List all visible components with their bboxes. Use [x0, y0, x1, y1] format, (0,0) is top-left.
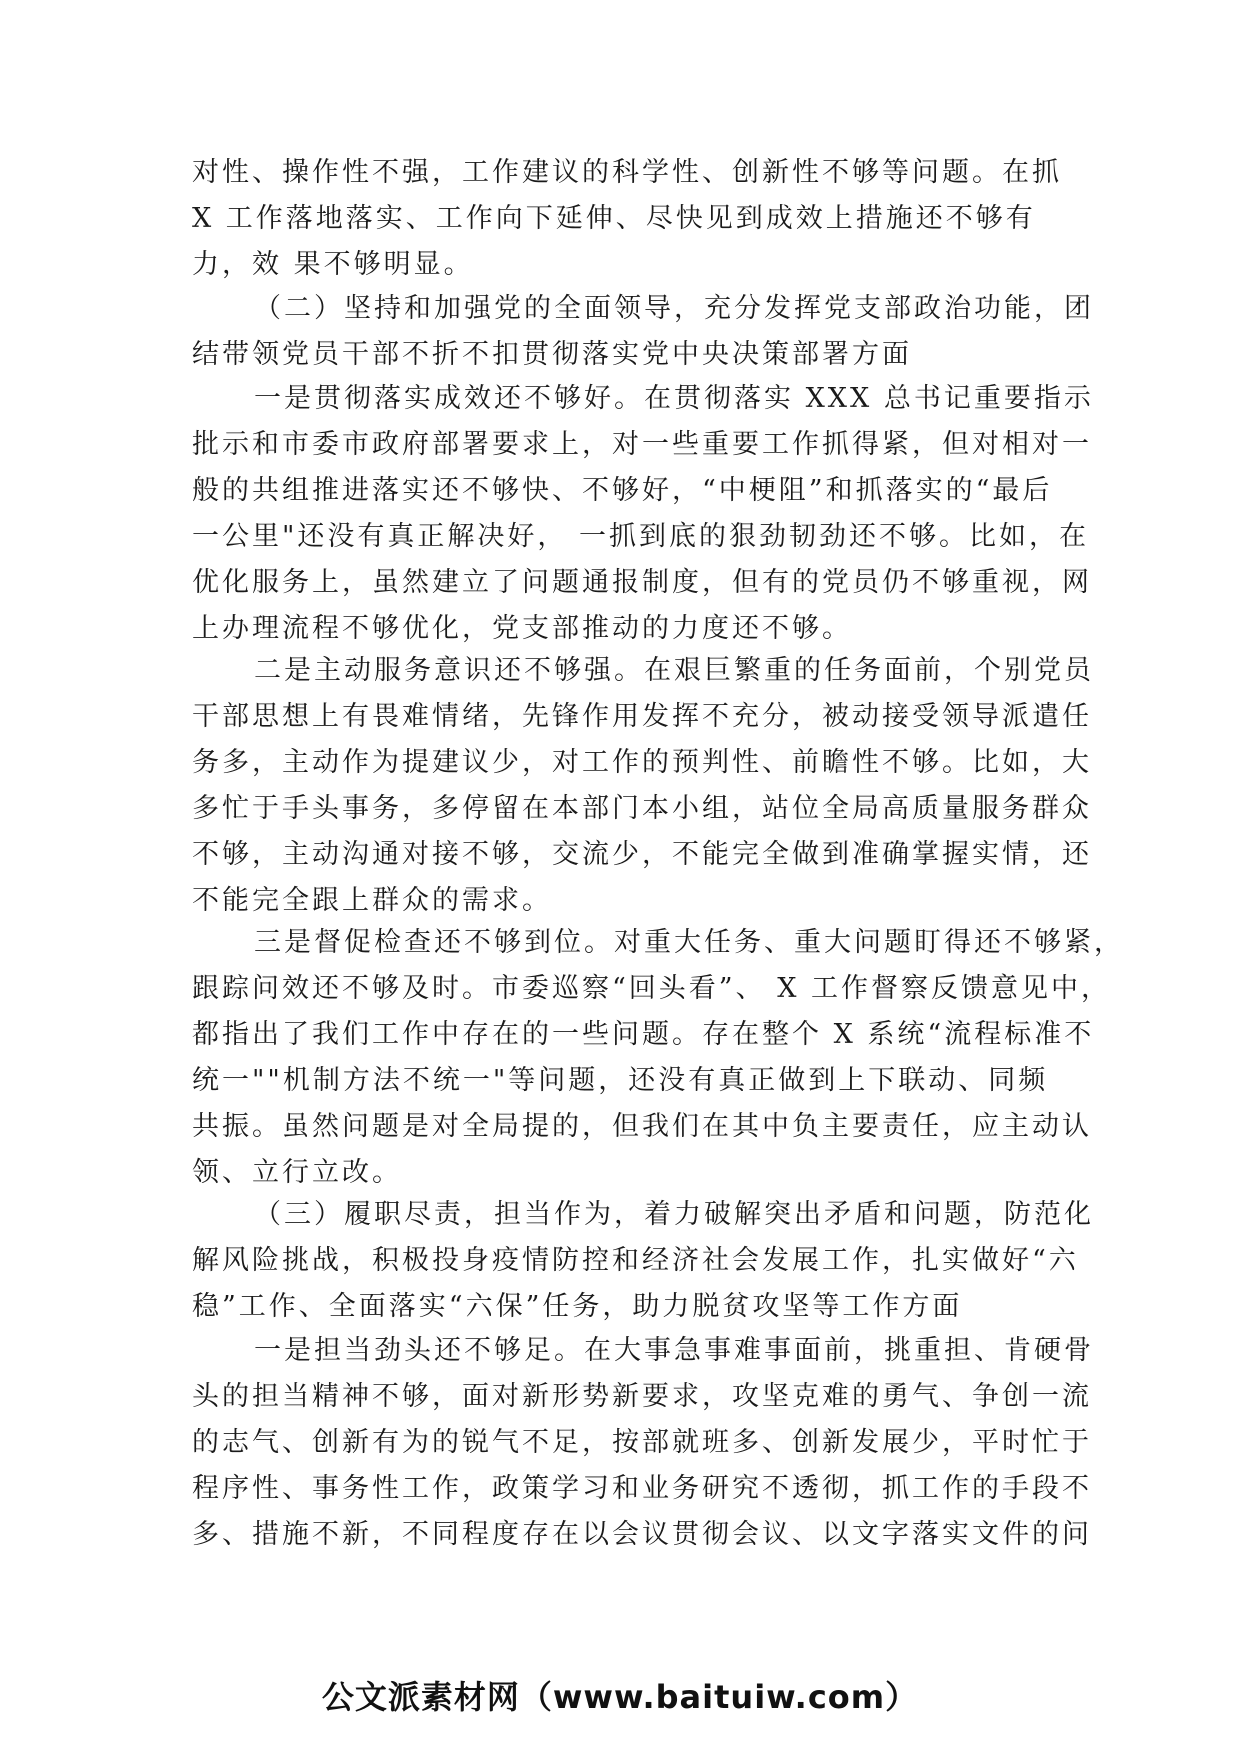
- text-line: 二是主动服务意识还不够强。在艰巨繁重的任务面前，个别党员: [254, 655, 1094, 686]
- text-line: 力，效 果不够明显。: [192, 249, 474, 280]
- text-line: 多、措施不新，不同程度存在以会议贯彻会议、以文字落实文件的问: [192, 1519, 1092, 1550]
- text-line: （二）坚持和加强党的全面领导，充分发挥党支部政治功能，团: [254, 293, 1094, 324]
- text-line: 的志气、创新有为的锐气不足，按部就班多、创新发展少，平时忙于: [192, 1427, 1092, 1458]
- text-line: 优化服务上，虽然建立了问题通报制度，但有的党员仍不够重视，网: [192, 567, 1092, 598]
- paragraph-item-4: [192, 1328, 1094, 1558]
- text-line: 般的共组推进落实还不够快、不够好，“中梗阻”和抓落实的“最后: [192, 475, 1053, 506]
- text-line: 领、立行立改。: [192, 1157, 402, 1188]
- text-line: 三是督促检查还不够到位。对重大任务、重大问题盯得还不够紧，: [254, 927, 1124, 958]
- text-line: 上办理流程不够优化，党支部推动的力度还不够。: [192, 613, 852, 644]
- text-line: 统一""机制方法不统一"等问题，还没有真正做到上下联动、同频: [192, 1065, 1049, 1096]
- text-line: 解风险挑战，积极投身疫情防控和经济社会发展工作，扎实做好“六: [192, 1245, 1079, 1276]
- text-line: 程序性、事务性工作，政策学习和业务研究不透彻，抓工作的手段不: [192, 1473, 1092, 1504]
- footer-watermark: 公文派素材网（www.baituiw.com）: [321, 1678, 919, 1716]
- text-line: 务多，主动作为提建议少，对工作的预判性、前瞻性不够。比如，大: [192, 747, 1092, 778]
- paragraph-item-1: [192, 376, 1094, 652]
- section-heading-2: [192, 286, 1094, 378]
- text-line: 一是担当劲头还不够足。在大事急事难事面前，挑重担、肯硬骨: [254, 1335, 1094, 1366]
- text-line: （三）履职尽责，担当作为，着力破解突出矛盾和问题，防范化: [254, 1199, 1094, 1230]
- paragraph-item-3: [192, 920, 1124, 1196]
- text-line: 一是贯彻落实成效还不够好。在贯彻落实 XXX 总书记重要指示: [254, 383, 1094, 414]
- text-line: X 工作落地落实、工作向下延伸、尽快见到成效上措施还不够有: [192, 203, 1036, 234]
- text-line: 干部思想上有畏难情绪，先锋作用发挥不充分，被动接受领导派遣任: [192, 701, 1092, 732]
- text-line: 跟踪问效还不够及时。市委巡察“回头看”、 X 工作督察反馈意见中，: [192, 973, 1111, 1004]
- text-line: 一公里"还没有真正解决好， 一抓到底的狠劲韧劲还不够。比如，在: [192, 521, 1090, 552]
- paragraph-item-2: [192, 648, 1094, 924]
- text-line: 稳”工作、全面落实“六保”任务，助力脱贫攻坚等工作方面: [192, 1291, 963, 1322]
- text-line: 都指出了我们工作中存在的一些问题。存在整个 X 系统“流程标准不: [192, 1019, 1095, 1050]
- text-line: 批示和市委市政府部署要求上，对一些重要工作抓得紧，但对相对一: [192, 429, 1092, 460]
- text-line: 多忙于手头事务，多停留在本部门本小组，站位全局高质量服务群众: [192, 793, 1092, 824]
- text-line: 不能完全跟上群众的需求。: [192, 885, 552, 916]
- paragraph-continuation: [192, 150, 1062, 288]
- text-line: 对性、操作性不强，工作建议的科学性、创新性不够等问题。在抓: [192, 157, 1062, 188]
- text-line: 共振。虽然问题是对全局提的，但我们在其中负主要责任，应主动认: [192, 1111, 1092, 1142]
- text-line: 结带领党员干部不折不扣贯彻落实党中央决策部署方面: [192, 339, 912, 370]
- section-heading-3: [192, 1192, 1094, 1330]
- text-line: 不够，主动沟通对接不够，交流少，不能完全做到准确掌握实情，还: [192, 839, 1092, 870]
- text-line: 头的担当精神不够，面对新形势新要求，攻坚克难的勇气、争创一流: [192, 1381, 1092, 1412]
